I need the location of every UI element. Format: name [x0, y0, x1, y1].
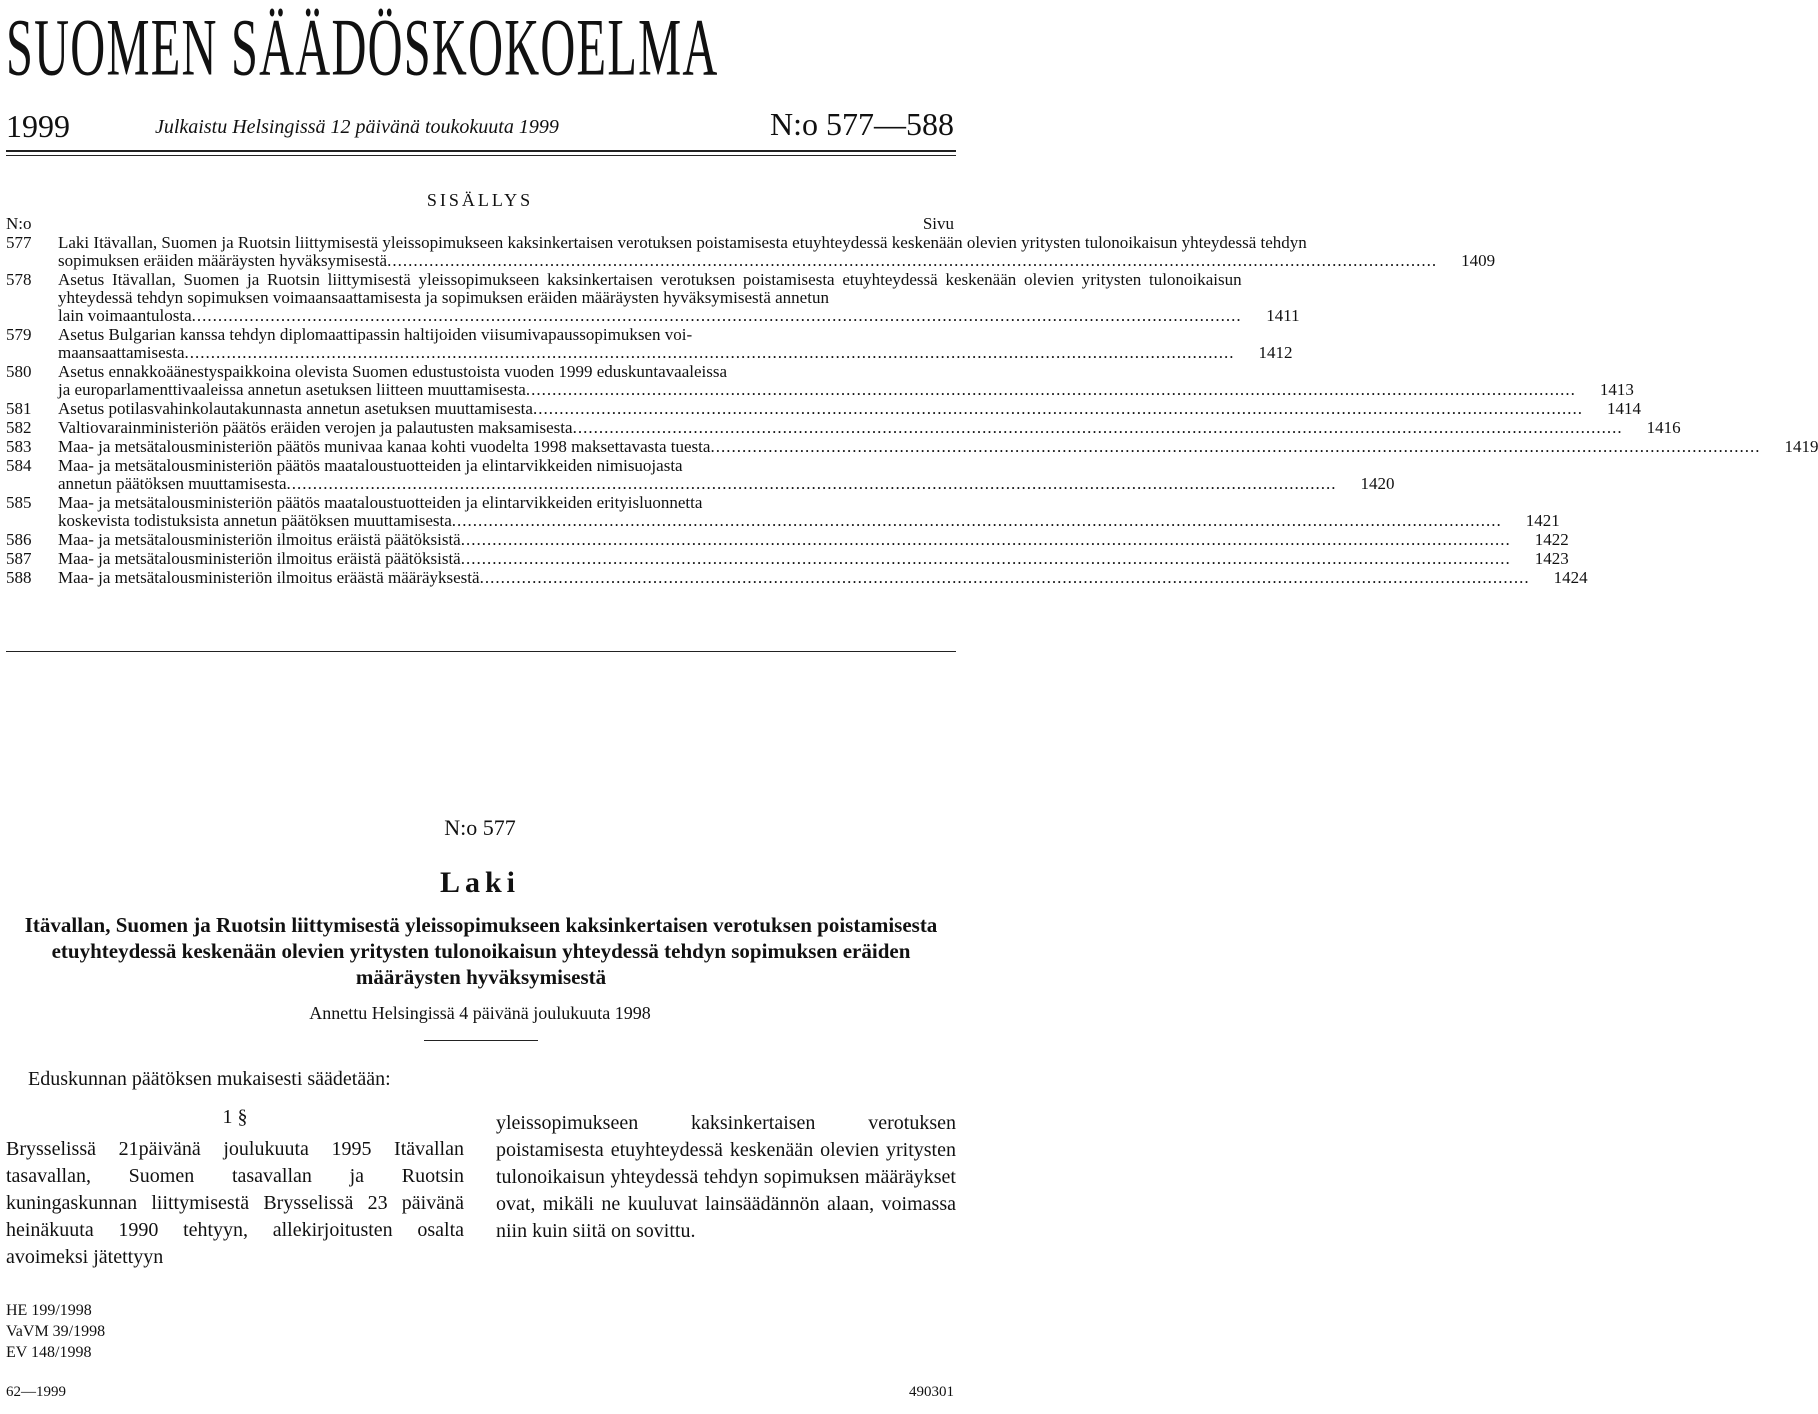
reference-item: EV 148/1998 — [6, 1344, 92, 1361]
journal-title: SUOMEN SÄÄDÖSKOKOELMA — [6, 0, 719, 93]
toc-rule — [6, 651, 956, 652]
toc-entry-text: Maa- ja metsätalousministeriön päätös maataloustuotteiden ja elintarvikkeiden nimisuojasta — [58, 456, 683, 475]
toc-entry-title: Maa- ja metsätalousministeriön ilmoitus eräistä päätöksistä — [58, 530, 461, 549]
toc-entry-page: 1421 — [1525, 511, 1560, 530]
toc-entry-page: 1414 — [1606, 399, 1641, 418]
toc-leader-dots — [461, 531, 1511, 549]
section-mark: 1 § — [222, 1106, 248, 1128]
toc-entry — [6, 568, 1588, 587]
toc-entry-text: Asetus Bulgarian kanssa tehdyn diplomaattipassin haltijoiden viisumivapaussopimuksen voi- — [58, 325, 693, 344]
toc-entry-text: Laki Itävallan, Suomen ja Ruotsin liittymisestä yleissopimukseen kaksinkertaisen verotuksen poistamisesta etuyhteydessä keskenään olevien yritysten tulonoikaisun yhteydessä tehdyn — [58, 233, 1307, 252]
toc-entry-title: Maa- ja metsätalousministeriön ilmoitus eräistä päätöksistä — [58, 549, 461, 568]
toc-entry-title: sopimuksen eräiden määräysten hyväksymisestä — [58, 251, 388, 270]
toc-entry-number: 586 — [6, 530, 32, 549]
act-number: N:o 577 — [444, 815, 516, 840]
toc-entry-page: 1424 — [1553, 568, 1588, 587]
toc-entry-title: Maa- ja metsätalousministeriön ilmoitus eräästä määräyksestä — [58, 568, 480, 587]
toc-entry — [6, 325, 1293, 362]
table-of-contents — [6, 233, 1818, 588]
footer-code: 62—1999 — [6, 1384, 66, 1400]
toc-entry-page: 1419 — [1784, 437, 1818, 456]
toc-page-header: Sivu — [922, 214, 954, 233]
reference-item: VaVM 39/1998 — [6, 1323, 106, 1340]
toc-entry-number: 583 — [6, 437, 32, 456]
toc-entry — [6, 418, 1681, 437]
toc-leader-dots — [387, 252, 1437, 270]
toc-entry — [6, 233, 1496, 270]
legislative-references — [6, 1300, 105, 1363]
section-text-left: Brysselissä 21päivänä joulukuuta 1995 Itävallan tasavallan, Suomen tasavallan ja Ruotsin kuningaskunnan liittymisestä Brysselissä 23 päivänä heinäkuuta 1990 tehtyyn, allekirjoitusten osalta avoimeksi jätettyyn — [6, 1138, 464, 1268]
toc-leader-dots — [573, 419, 1623, 437]
toc-entry-text: Asetus Itävallan, Suomen ja Ruotsin liittymisestä yleissopimukseen kaksinkertaisen verotuksen poistamisesta etuyhteydessä keskenään olevien yritysten tulonoikaisun yhteydessä tehdyn sopimuksen voimaansaattamisesta ja sopimuksen eräiden määräysten hyväksymisestä annetun — [58, 270, 1242, 307]
toc-entry-text: Asetus ennakkoäänestyspaikkoina olevista Suomen edustustoista vuoden 1999 eduskuntavaaleissa — [58, 362, 728, 381]
toc-entry — [6, 270, 1300, 325]
header-published: Julkaistu Helsingissä 12 päivänä toukokuuta 1999 — [155, 116, 559, 138]
reference-item: HE 199/1998 — [6, 1302, 92, 1319]
toc-entry — [6, 456, 1395, 493]
act-type: Laki — [439, 866, 521, 899]
toc-leader-dots — [710, 438, 1760, 456]
toc-entry — [6, 362, 1634, 399]
toc-entry-number: 579 — [6, 325, 32, 344]
toc-entry-number: 577 — [6, 233, 32, 252]
toc-entry — [6, 399, 1641, 418]
toc-entry-title: annetun päätöksen muuttamisesta — [58, 474, 287, 493]
toc-entry-title: Valtiovarainministeriön päätös eräiden verojen ja palautusten maksamisesta — [58, 418, 573, 437]
toc-entry-number: 578 — [6, 270, 32, 289]
toc-entry-title: ja europarlamenttivaaleissa annetun asetuksen liitteen muuttamisesta — [58, 380, 526, 399]
toc-heading: SISÄLLYS — [426, 190, 534, 210]
toc-entry — [6, 437, 1818, 456]
toc-leader-dots — [192, 307, 1242, 325]
toc-entry-page: 1422 — [1534, 530, 1569, 549]
footer-id: 490301 — [909, 1384, 954, 1400]
toc-leader-dots — [526, 381, 1576, 399]
toc-entry-number: 588 — [6, 568, 32, 587]
enactment-clause: Eduskunnan päätöksen mukaisesti säädetään: — [28, 1068, 391, 1090]
toc-entry-page: 1423 — [1534, 549, 1569, 568]
toc-leader-dots — [480, 569, 1530, 587]
toc-entry-number: 580 — [6, 362, 32, 381]
toc-leader-dots — [287, 475, 1337, 493]
header-rule — [6, 150, 956, 152]
toc-entry-title: Asetus potilasvahinkolautakunnasta annetun asetuksen muuttamisesta — [58, 399, 533, 418]
given-rule — [424, 1040, 538, 1041]
section-text-right: yleissopimukseen kaksinkertaisen verotuksen poistamisesta etuyhteydessä keskenään olevien yritysten tulonoikaisun yhteydessä tehdyn sopimuksen määräykset ovat, mikäli ne kuuluvat lainsäädännön alaan, voimassa niin kuin siitä on sovittu. — [496, 1112, 956, 1242]
header-year: 1999 — [6, 108, 70, 144]
toc-entry-title: koskevista todistuksista annetun päätöksen muuttamisesta — [58, 511, 452, 530]
toc-entry-title: maansaattamisesta — [58, 343, 185, 362]
toc-leader-dots — [533, 400, 1583, 418]
toc-entry-number: 581 — [6, 399, 32, 418]
toc-entry-page: 1420 — [1360, 474, 1395, 493]
toc-entry-number: 584 — [6, 456, 32, 475]
toc-entry — [6, 549, 1569, 568]
toc-number-header: N:o — [6, 214, 32, 233]
toc-leader-dots — [452, 512, 1502, 530]
toc-entry — [6, 530, 1569, 549]
toc-entry-page: 1413 — [1599, 380, 1634, 399]
toc-leader-dots — [461, 550, 1511, 568]
toc-entry-page: 1411 — [1266, 306, 1300, 325]
header-numbers: N:o 577—588 — [770, 106, 954, 142]
toc-entry-title: lain voimaantulosta — [58, 306, 192, 325]
toc-entry-number: 587 — [6, 549, 32, 568]
toc-entry-page: 1416 — [1646, 418, 1681, 437]
toc-entry-number: 582 — [6, 418, 32, 437]
act-title: Itävallan, Suomen ja Ruotsin liittymisestä yleissopimukseen kaksinkertaisen verotuksen poistamisesta etuyhteydessä keskenään olevien yritysten tulonoikaisun yhteydessä tehdyn sopimuksen eräiden määräysten hyväksymisestä — [24, 913, 938, 989]
act-given: Annettu Helsingissä 4 päivänä joulukuuta 1998 — [309, 1003, 651, 1023]
toc-entry-page: 1409 — [1461, 251, 1496, 270]
toc-entry-page: 1412 — [1258, 343, 1293, 362]
toc-entry-number: 585 — [6, 493, 32, 512]
header-rule-thin — [6, 155, 956, 156]
toc-entry-title: Maa- ja metsätalousministeriön päätös munivaa kanaa kohti vuodelta 1998 maksettavasta tuesta — [58, 437, 711, 456]
toc-entry-text: Maa- ja metsätalousministeriön päätös maataloustuotteiden ja elintarvikkeiden erityisluonnetta — [58, 493, 703, 512]
toc-leader-dots — [185, 344, 1235, 362]
toc-entry — [6, 493, 1560, 530]
